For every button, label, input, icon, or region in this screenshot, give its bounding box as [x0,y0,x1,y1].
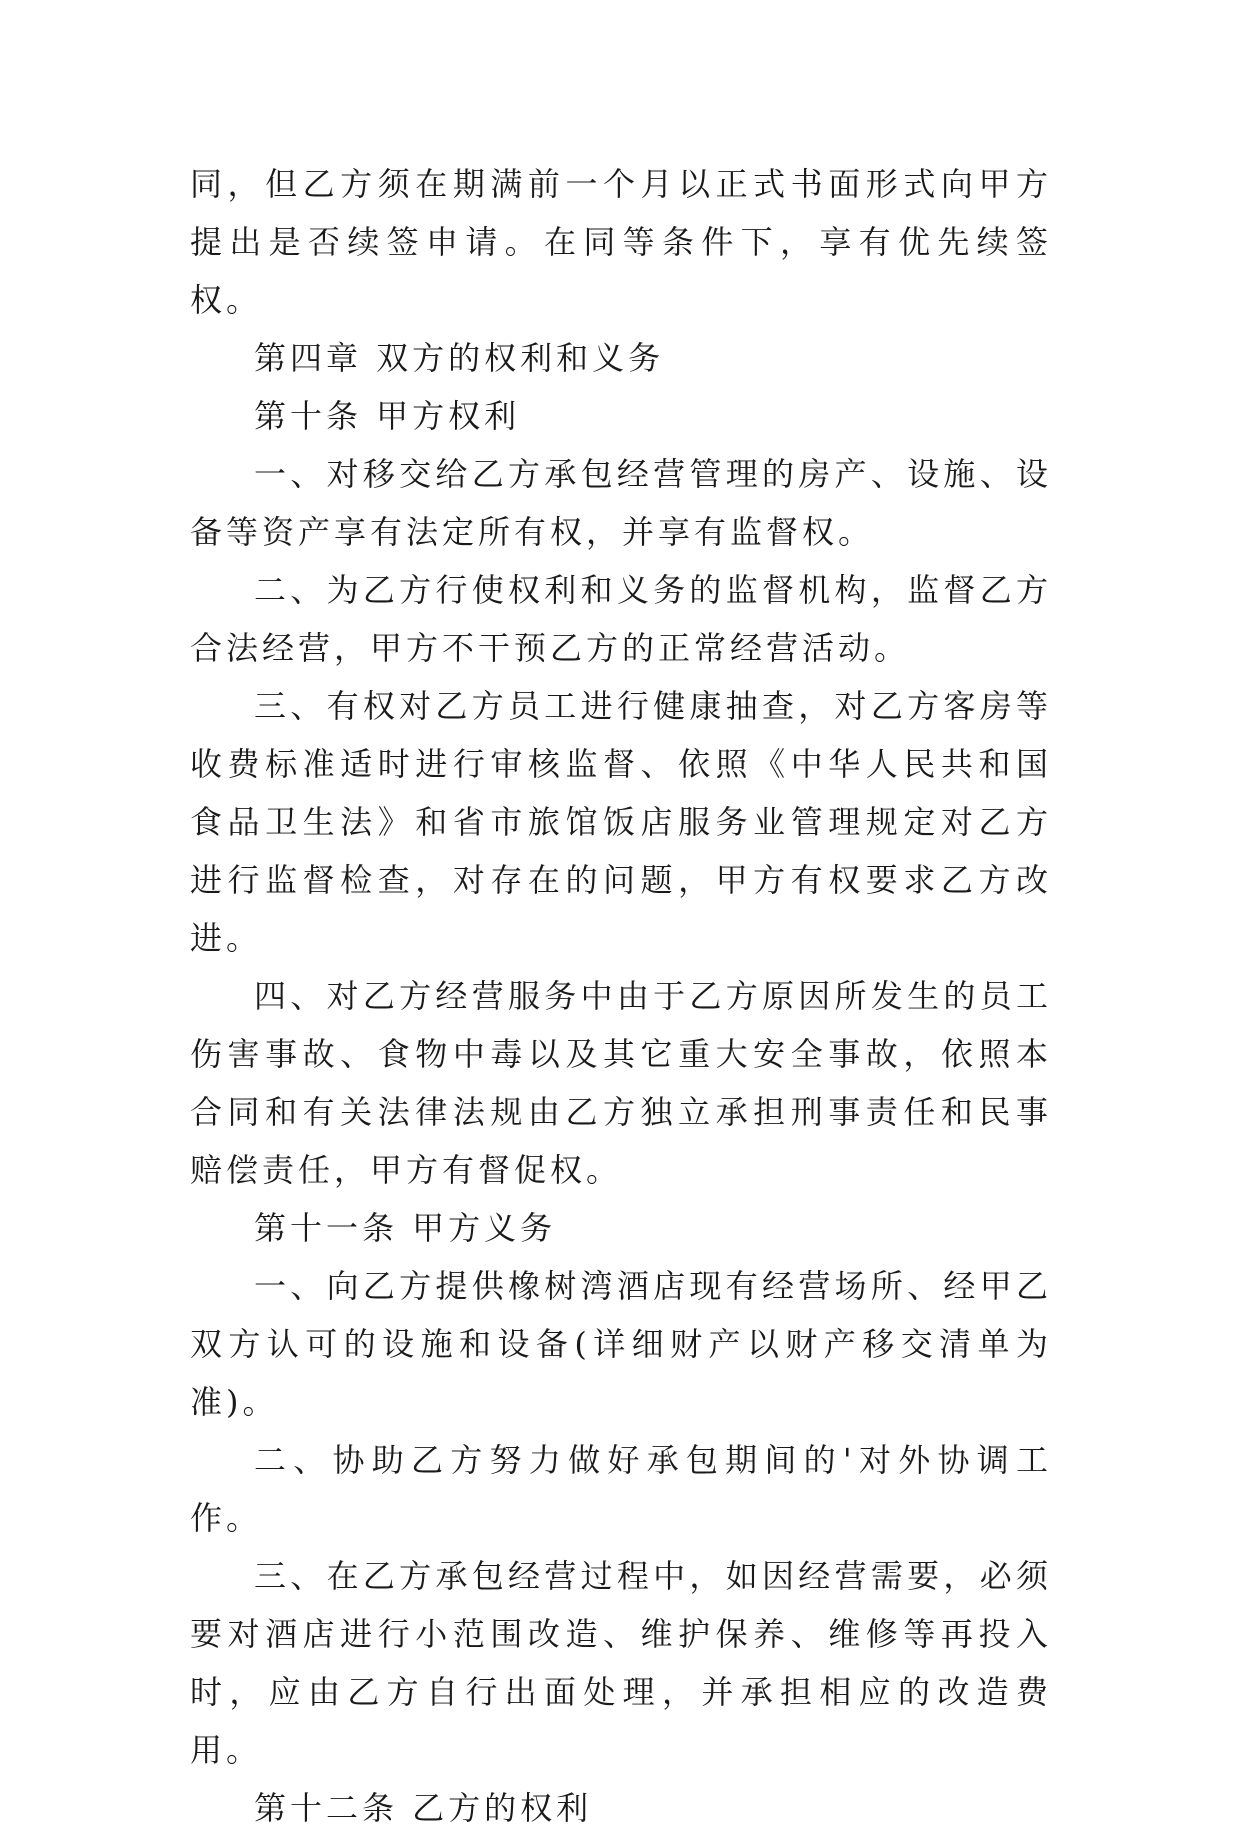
article-heading: 第十一条 甲方义务 [254,1209,557,1247]
clause-paragraph: 一、向乙方提供橡树湾酒店现有经营场所、经甲乙双方认可的设施和设备(详细财产以财产移交清单为准)。 [190,1267,1052,1421]
document-body [190,155,1052,1837]
clause-paragraph: 三、在乙方承包经营过程中，如因经营需要，必须要对酒店进行小范围改造、维护保养、维修等再投入时，应由乙方自行出面处理，并承担相应的改造费用。 [190,1557,1052,1769]
chapter-heading: 第四章 双方的权利和义务 [254,339,665,377]
clause-paragraph: 四、对乙方经营服务中由于乙方原因所发生的员工伤害事故、食物中毒以及其它重大安全事故，依照本合同和有关法律法规由乙方独立承担刑事责任和民事赔偿责任，甲方有督促权。 [190,977,1052,1189]
article-heading: 第十二条 乙方的权利 [254,1789,593,1827]
clause-paragraph: 二、为乙方行使权利和义务的监督机构，监督乙方合法经营，甲方不干预乙方的正常经营活动。 [190,571,1052,667]
paragraph-continuation: 同，但乙方须在期满前一个月以正式书面形式向甲方提出是否续签申请。在同等条件下，享有优先续签权。 [190,165,1052,319]
clause-paragraph: 一、对移交给乙方承包经营管理的房产、设施、设备等资产享有法定所有权，并享有监督权。 [190,455,1052,551]
article-heading: 第十条 甲方权利 [254,397,521,435]
clause-paragraph: 二、协助乙方努力做好承包期间的'对外协调工作。 [190,1441,1052,1537]
clause-paragraph: 三、有权对乙方员工进行健康抽查，对乙方客房等收费标准适时进行审核监督、依照《中华人民共和国食品卫生法》和省市旅馆饭店服务业管理规定对乙方进行监督检查，对存在的问题，甲方有权要求乙方改进。 [190,687,1052,957]
